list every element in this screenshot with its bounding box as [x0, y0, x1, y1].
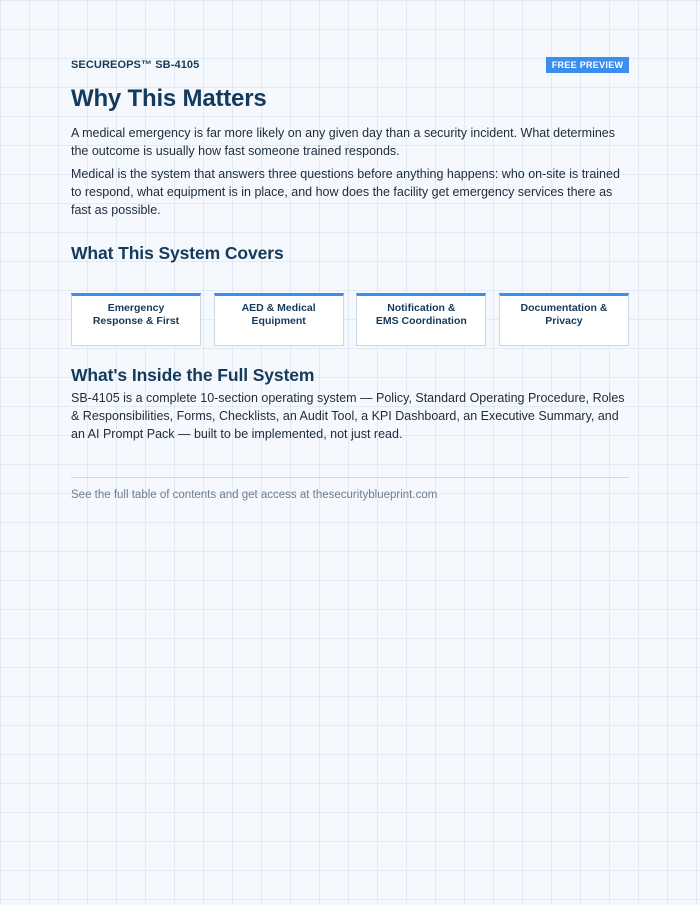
footer-divider	[71, 477, 629, 478]
coverage-card-emergency-response	[71, 293, 201, 346]
why-this-matters-heading: Why This Matters	[71, 85, 267, 112]
system-covers-heading: What This System Covers	[71, 243, 284, 263]
why-paragraph-1: A medical emergency is far more likely on any given day than a security incident. What determines the outcome is usually how fast someone trained responds.	[71, 126, 616, 158]
page-header	[71, 57, 629, 73]
why-paragraph-2: Medical is the system that answers three questions before anything happens: who on-site is trained to respond, what equipment is in place, and how does the facility get emergency services there as fast as possible.	[71, 167, 620, 217]
coverage-card-label: AED & Medical Equipment	[241, 302, 316, 327]
footer-access-text: See the full table of contents and get access at thesecurityblueprint.com	[71, 489, 438, 501]
coverage-card-label: Documentation & Privacy	[520, 302, 608, 327]
coverage-cards	[71, 293, 629, 346]
coverage-card-label: Emergency Response & First	[92, 302, 180, 327]
coverage-card-documentation-privacy	[499, 293, 629, 346]
brand-label: SECUREOPS™ SB-4105	[71, 59, 200, 71]
whats-inside-heading: What's Inside the Full System	[71, 365, 315, 385]
coverage-card-aed-equipment	[214, 293, 344, 346]
coverage-card-label: Notification & EMS Coordination	[375, 302, 467, 327]
whats-inside-paragraph: SB-4105 is a complete 10-section operating system — Policy, Standard Operating Procedure, Roles & Responsibilities, Forms, Checklists, an Audit Tool, a KPI Dashboard, an Executive Summary, and an AI Prompt Pack — built to be implemented, not just read.	[71, 391, 625, 441]
coverage-card-notification-ems	[356, 293, 486, 346]
free-preview-badge: FREE PREVIEW	[546, 57, 629, 73]
